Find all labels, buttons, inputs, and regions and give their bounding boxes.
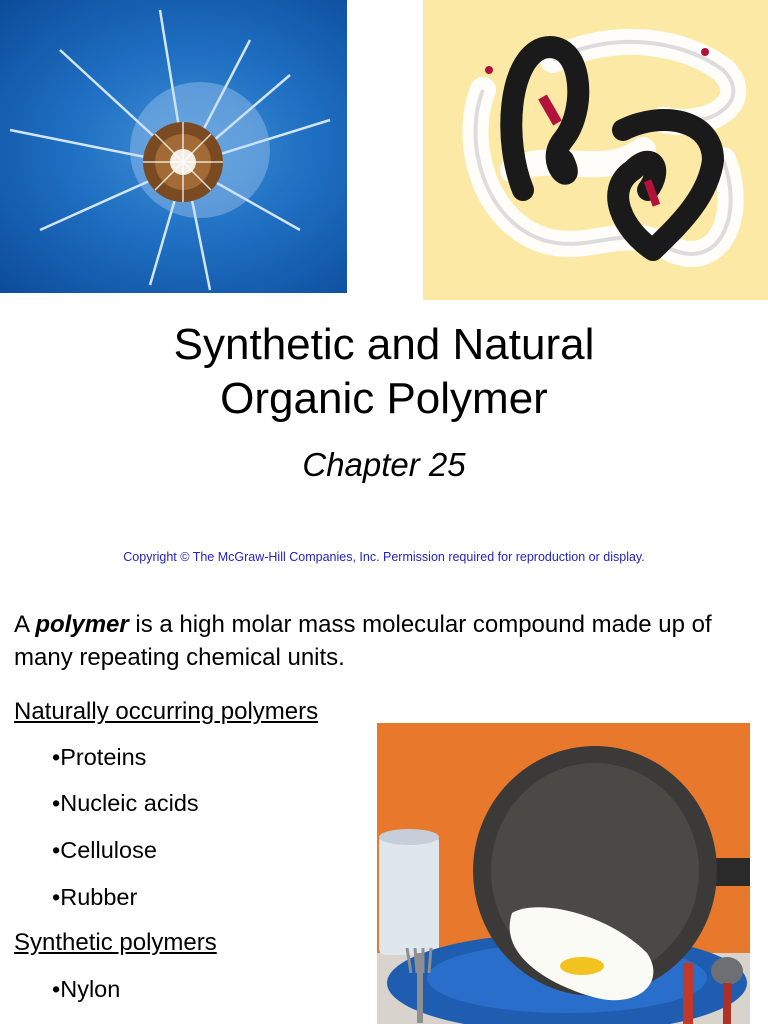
title-line-2: Organic Polymer — [220, 374, 548, 423]
natural-item-cellulose: •Cellulose — [52, 837, 157, 863]
natural-item-proteins: •Proteins — [52, 744, 147, 770]
synthetic-polymers-heading: Synthetic polymers — [14, 929, 217, 956]
definition-prefix: A — [14, 611, 36, 638]
shattered-glass-photo — [0, 0, 347, 293]
definition-suffix: is a high molar mass molecular compound made up of many repeating chemical units. — [14, 611, 712, 671]
slide-title — [0, 318, 768, 426]
natural-item-nucleic-acids: •Nucleic acids — [52, 790, 199, 816]
synthetic-item-nylon: •Nylon — [52, 976, 121, 1002]
definition-term: polymer — [35, 611, 129, 638]
chapter-subtitle: Chapter 25 — [302, 446, 466, 483]
natural-item-rubber: •Rubber — [52, 884, 138, 910]
natural-polymers-heading: Naturally occurring polymers — [14, 698, 319, 725]
title-line-1: Synthetic and Natural — [173, 320, 595, 369]
polymer-definition — [14, 608, 754, 674]
protein-structure-illustration — [423, 0, 768, 300]
nonstick-pan-photo — [377, 723, 750, 1024]
copyright-notice: Copyright © The McGraw-Hill Companies, Inc. Permission required for reproduction or display. — [123, 550, 645, 564]
